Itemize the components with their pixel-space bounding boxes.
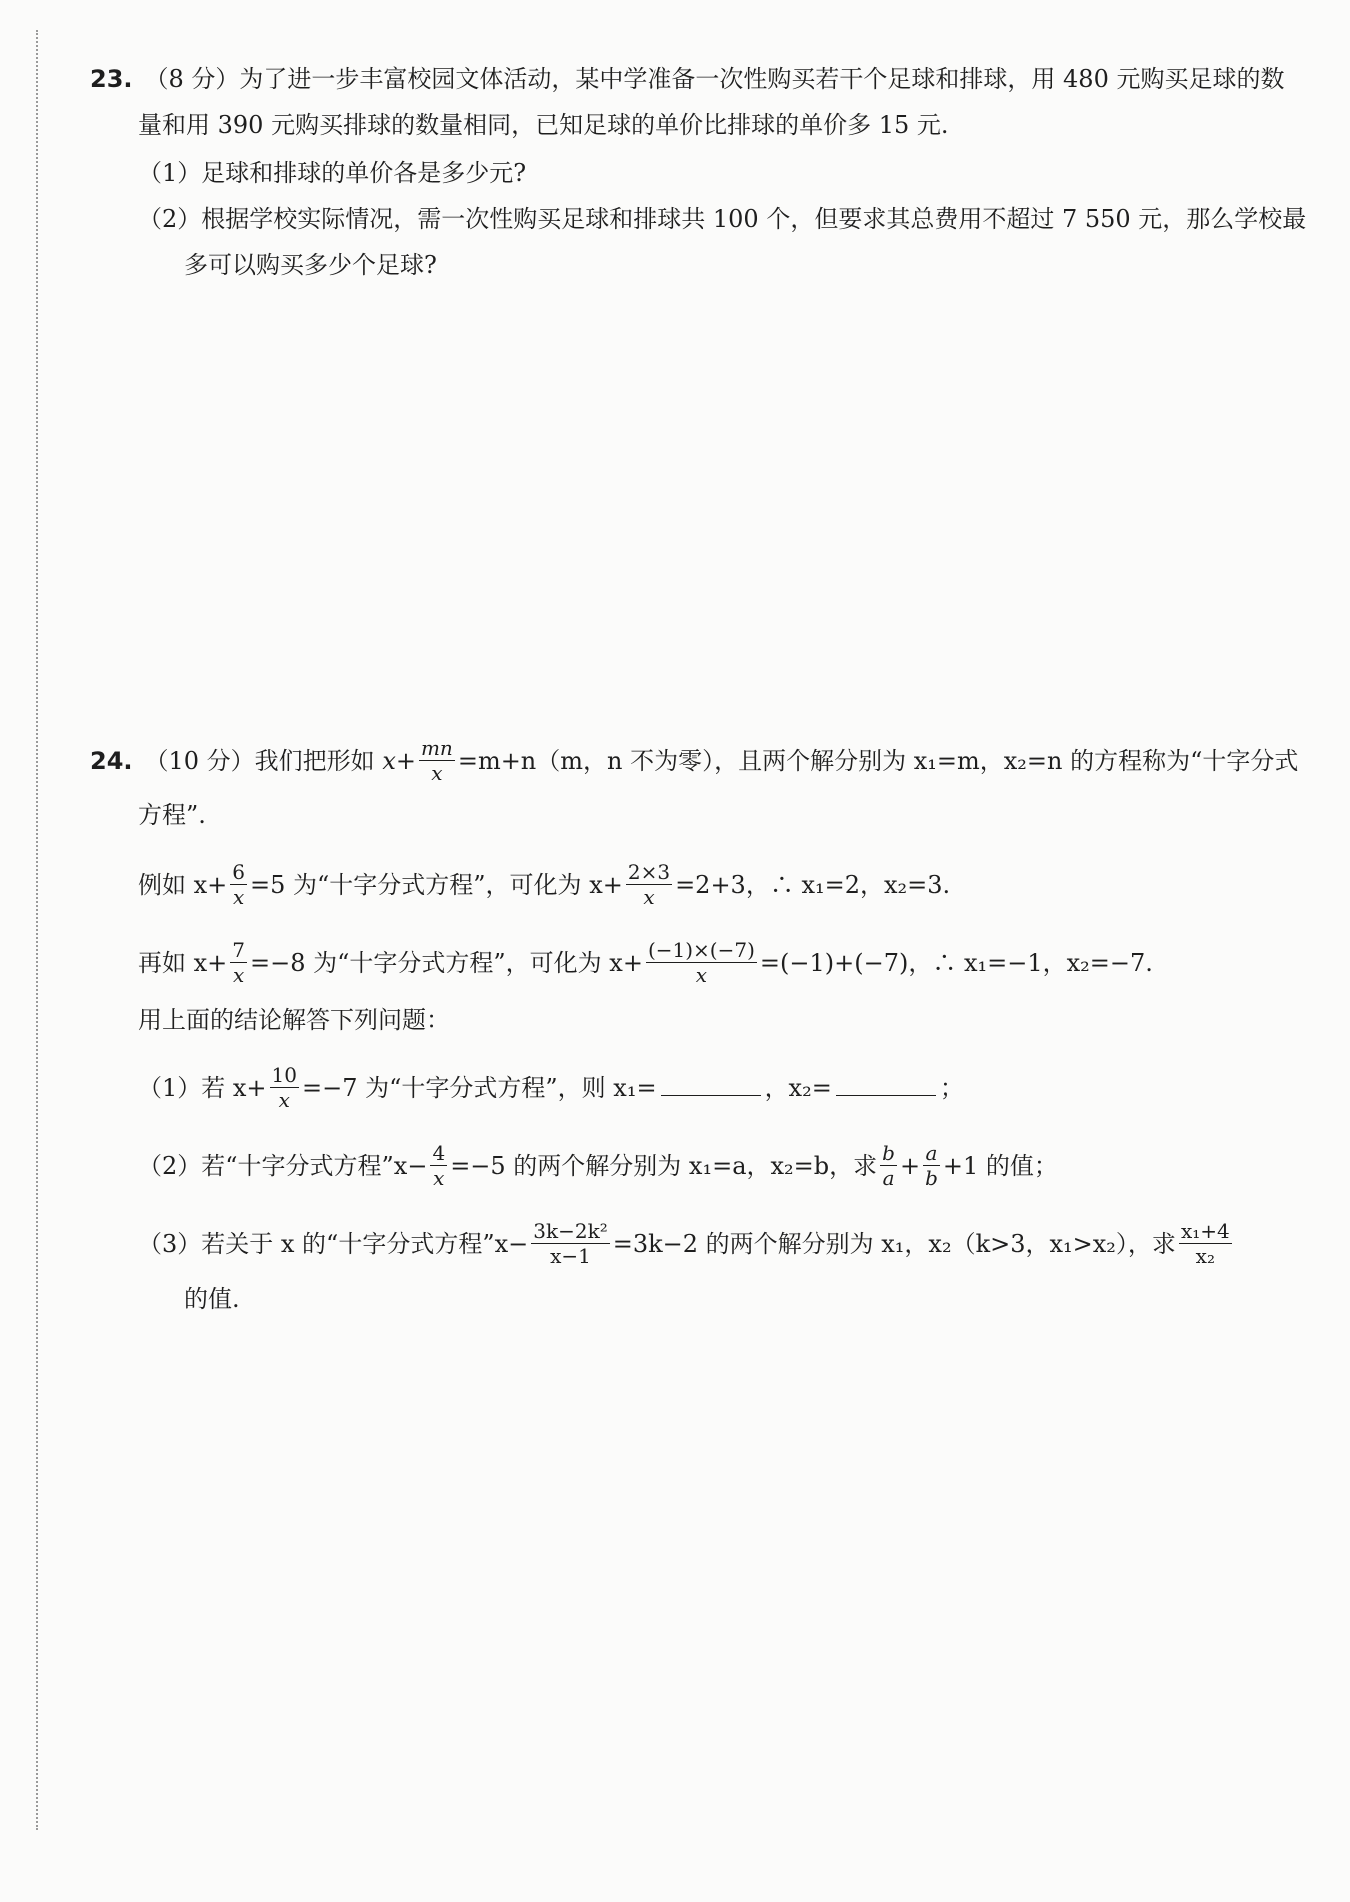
q24-line1: 24. （10 分）我们把形如 x+ $\frac{mn}{x}$ =m+n（m，n 不为零），且两个解分别为 x₁=m，x₂=n 的方程称为“十字分式: [90, 736, 1299, 785]
q23-part1: （1）足球和排球的单价各是多少元?: [138, 159, 527, 187]
q23-stem-2: 量和用 390 元购买排球的数量相同，已知足球的单价比排球的单价多 15 元.: [138, 111, 949, 139]
q24-part3: （3）若关于 x 的“十字分式方程”x− $\frac{\text{3k−2k²}}{x-1}$ =3k−2 的两个解分别为 x₁，x₂（k>3，x₁>x₂），求 $\frac{\text{x₁+4}}{\text{x₂}}$: [138, 1219, 1230, 1268]
p2-fraction-3: $\frac{a}{b}$: [925, 1141, 938, 1190]
q24-part3-line2: 的值.: [184, 1285, 240, 1313]
p2-fraction-1: $\frac{4}{x}$: [432, 1141, 446, 1190]
q24-part2: （2）若“十字分式方程”x− $\frac{4}{x}$ =−5 的两个解分别为 x₁=a，x₂=b，求 $\frac{b}{a}$ + $\frac{a}{b}$ +1 的值；: [138, 1141, 1058, 1190]
answer-blank-x2[interactable]: [836, 1073, 936, 1096]
ex2-fraction-2: $\frac{(-1)\times(-7)}{x}$: [647, 938, 755, 987]
q23-number: 23.: [90, 65, 133, 93]
q24-intro-b: =m+n（m，n 不为零），且两个解分别为 x₁=m，x₂=n 的方程称为“十字分式: [457, 747, 1299, 775]
p2-fraction-2: $\frac{b}{a}$: [882, 1141, 895, 1190]
q24-example1: 例如 x+ $\frac{6}{x}$ =5 为“十字分式方程”，可化为 x+ $\frac{2\times 3}{x}$ =2+3，∴ x₁=2，x₂=3.: [138, 860, 951, 909]
q24-intro-fraction: $\frac{mn}{x}$: [420, 736, 453, 785]
q23-line1: [90, 64, 1284, 94]
q23-part2-line1: （2）根据学校实际情况，需一次性购买足球和排球共 100 个，但要求其总费用不超过 7 550 元，那么学校最: [138, 205, 1307, 233]
q24-part1: （1）若 x+ $\frac{10}{x}$ =−7 为“十字分式方程”，则 x₁= ，x₂= ；: [138, 1063, 964, 1112]
p3-fraction-2: $\frac{\text{x₁+4}}{\text{x₂}}$: [1180, 1219, 1230, 1268]
p3-fraction-1: $\frac{\text{3k−2k²}}{x-1}$: [533, 1219, 608, 1268]
q23-stem-1: （8 分）为了进一步丰富校园文体活动，某中学准备一次性购买若干个足球和排球，用 480 元购买足球的数: [144, 65, 1285, 93]
ex1-fraction-2: $\frac{2\times 3}{x}$: [627, 860, 671, 909]
q24-number: 24.: [90, 747, 133, 775]
q24-instruction: 用上面的结论解答下列问题：: [138, 1006, 450, 1034]
q24-intro-line2: 方程”.: [138, 801, 206, 829]
ex1-fraction-1: $\frac{6}{x}$: [232, 860, 246, 909]
q24-example2: 再如 x+ $\frac{7}{x}$ =−8 为“十字分式方程”，可化为 x+ $\frac{(-1)\times(-7)}{x}$ =(−1)+(−7)，∴ x₁=−1，x₂=−7.: [138, 938, 1153, 987]
q24-intro-a: （10 分）我们把形如: [144, 747, 383, 775]
p1-fraction: $\frac{10}{x}$: [271, 1063, 297, 1112]
q23-part2-line2: 多可以购买多少个足球?: [184, 251, 437, 279]
ex2-fraction-1: $\frac{7}{x}$: [232, 938, 246, 987]
answer-blank-x1[interactable]: [661, 1073, 761, 1096]
